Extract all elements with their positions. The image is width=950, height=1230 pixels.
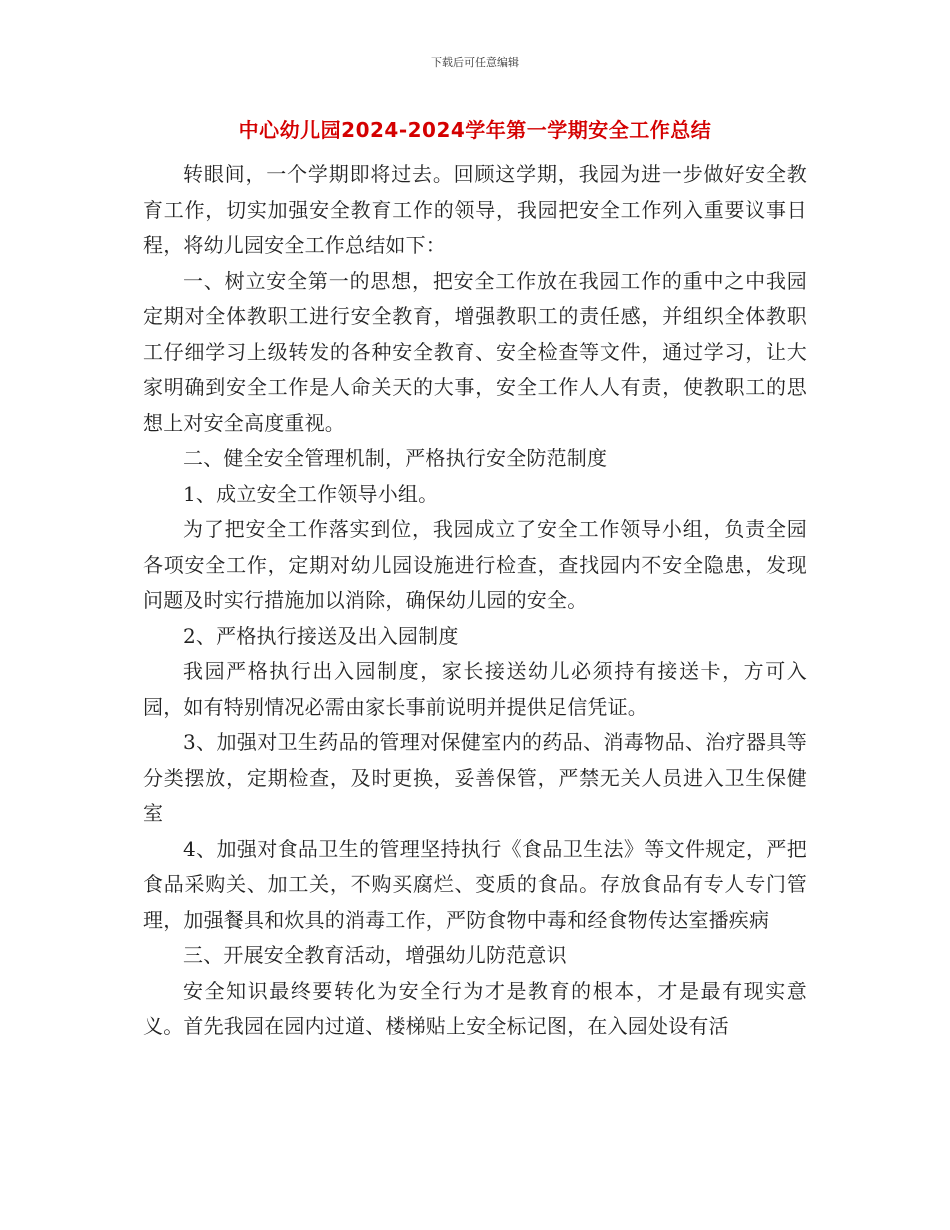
paragraph-item-2-body: 我园严格执行出入园制度，家长接送幼儿必须持有接送卡，方可入园，如有特别情况必需由家长事前说明并提供足信凭证。 — [143, 659, 807, 719]
paragraph-item-1-body: 为了把安全工作落实到位，我园成立了安全工作领导小组，负责全园各项安全工作，定期对幼儿园设施进行检查，查找园内不安全隐患，发现问题及时实行措施加以消除，确保幼儿园的安全。 — [143, 517, 807, 612]
paragraph-section-3-heading: 三、开展安全教育活动，增强幼儿防范意识 — [183, 943, 567, 967]
paragraph-section-2-heading: 二、健全安全管理机制，严格执行安全防范制度 — [183, 446, 608, 470]
paragraph-section-1: 一、树立安全第一的思想，把安全工作放在我园工作的重中之中我园定期对全体教职工进行安全教育，增强教职工的责任感，并组织全体教职工仔细学习上级转发的各种安全教育、安全检查等文件，通过学习，让大家明确到安全工作是人命关天的大事，安全工作人人有责，使教职工的思想上对安全高度重视。 — [143, 268, 807, 435]
paragraph-item-4: 4、加强对食品卫生的管理坚持执行《食品卫生法》等文件规定，严把食品采购关、加工关，不购买腐烂、变质的食品。存放食品有专人专门管理，加强餐具和炊具的消毒工作，严防食物中毒和经食物传达室播疾病 — [143, 836, 807, 932]
paragraph-item-3: 3、加强对卫生药品的管理对保健室内的药品、消毒物品、治疗器具等分类摆放，定期检查，及时更换，妥善保管，严禁无关人员进入卫生保健室 — [143, 730, 807, 825]
header-note: 下载后可任意编辑 — [431, 56, 519, 69]
paragraph-item-2-heading: 2、严格执行接送及出入园制度 — [183, 623, 459, 648]
paragraph-item-1-heading: 1、成立安全工作领导小组。 — [183, 481, 439, 506]
paragraph-section-3-body: 安全知识最终要转化为安全行为才是教育的根本，才是最有现实意义。首先我园在园内过道、楼梯贴上安全标记图，在入园处设有活 — [143, 978, 807, 1038]
document-body — [143, 157, 807, 1045]
document-title: 中心幼儿园2024-2024学年第一学期安全工作总结 — [238, 118, 712, 142]
paragraph-intro: 转眼间，一个学期即将过去。回顾这学期，我园为进一步做好安全教育工作，切实加强安全教育工作的领导，我园把安全工作列入重要议事日程，将幼儿园安全工作总结如下： — [143, 162, 807, 257]
